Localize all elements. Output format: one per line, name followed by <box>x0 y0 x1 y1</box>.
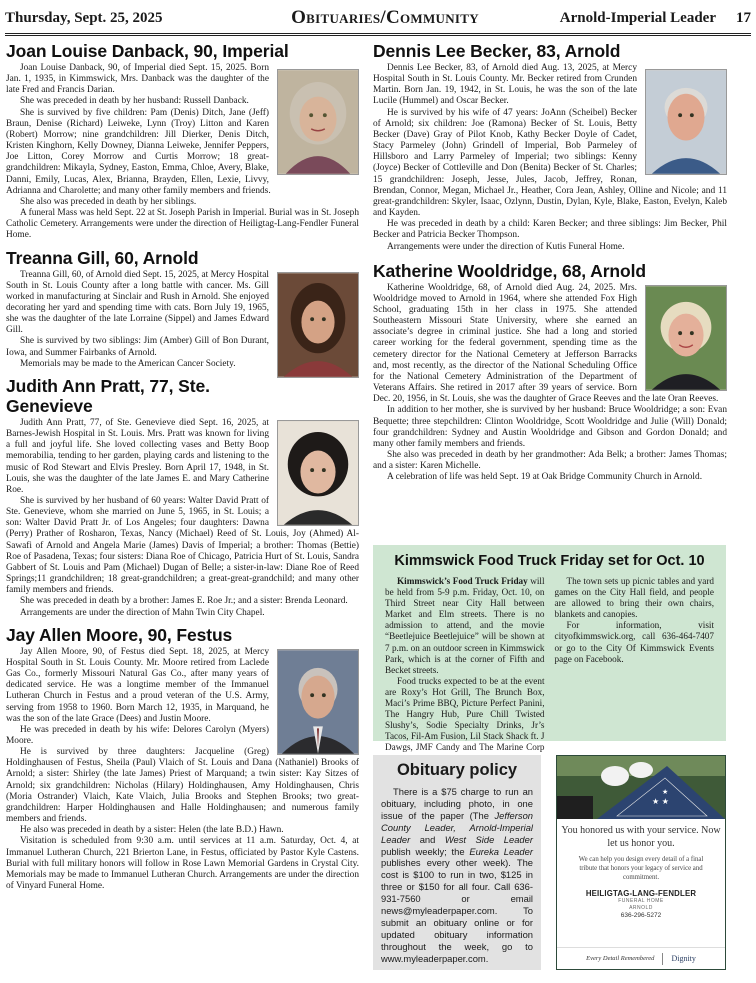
obituary-paragraph: Joan Louise Danback, 90, of Imperial died Sept. 15, 2025. Born Jan. 1, 1935, in Kimmswick, Mrs. Danback was the daughter of the late Fred and Francis Darian. <box>6 63 269 96</box>
policy-text <box>381 786 533 965</box>
obituary-paragraph: She is survived by five children: Pam (Denis) Ditch, Jane (Jeff) Braun, Denise (Richard) Leiweke, Lynn (Troy) Litton and Karen (Robert) Morrow; nine grandchildren: Jill Dierker, Denis Ditch, Kristen Kinghorn, Kelly Downey, Dianna Leiweke, Jennifer Peppers, Joe Litton, Corey Morrow and Curtis Morrow; 18 great-grandchildren: Mikayla, Sydney, Easton, Emma, Chloe, Avery, Blake, Danni, Emily, Lucas, Alex, Brianna, Brayden, Ellen, Lexie, Livvy, Adrianna and Charolette; and many other family members and friends. <box>6 107 271 196</box>
header-rule <box>5 33 751 34</box>
policy-paper-eureka: Eureka Leader <box>469 845 533 857</box>
portrait-photo <box>277 420 359 526</box>
obituary-paragraph: He is survived by three daughters: Jacqueline (Greg) Holdinghausen of Festus, Sheila (Paul) Vlaich of St. Louis and Dana (Nathaniel) Brooks of Arnold; a sister: Shirley (the late James) Priest of Marquand; a twin sister: Kay Sitzes of Arnold; six grandchildren: Nicholas (Hilary) Holdinghausen, Amy Holdinghausen, Chris (Moria Ostrander) Vlaich, Kate Vlaich, Julia Brooks and Stephen Brooks; two great-grandchildren: Harper Holdinghausen and Halle Holdinghausen; and numerous family members and friends. <box>6 747 359 825</box>
obituary-paragraph: A celebration of life was held Sept. 19 at Oak Bridge Community Church in Arnold. <box>387 472 703 483</box>
obituary-paragraph: Katherine Wooldridge, 68, of Arnold died Aug. 24, 2025. Mrs. Wooldridge moved to Arnold in 1964, where she attended Fox High School, graduating 15th in her class in 1975. She attended Southeastern Missouri State University, where she earned an associate’s degree in criminal justice. She had a long and storied career working for the federal government, spending time as the cemetery director for the National Cemetery at Jefferson Barracks and, most recently, as the director of the National Scheduling Office for the National Cemetery Administration of the Department of Veterans Affairs. She retired in 2017 after 39 years of service. Born Dec. 20, 1956, in St. Louis, she was the daughter of Grace Reeves and the late Oran Reeves. <box>373 282 719 405</box>
ad-footer-divider <box>662 953 663 965</box>
folded-flag-photo <box>557 756 725 819</box>
ad-subtext: We can help you design every detail of a final tribute that honors your legacy of service and commitment. <box>578 856 704 881</box>
issue-date: Thursday, Sept. 25, 2025 <box>5 10 163 26</box>
food-truck-paragraph <box>385 576 545 676</box>
obituary-headline: Katherine Wooldridge, 68, Arnold <box>373 260 646 281</box>
funeral-home-location: ARNOLD <box>629 905 653 911</box>
policy-headline: Obituary policy <box>396 761 518 779</box>
obituary-paragraph: A funeral Mass was held Sept. 22 at St. Joseph Parish in Imperial. Burial was in St. Joseph Catholic Cemetery. Arrangements were under the direction of Heiligtag-Lang-Fendler Funeral Home. <box>6 208 359 241</box>
ad-footer <box>557 947 725 969</box>
paper-name: Arnold-Imperial Leader <box>559 10 716 26</box>
page-header <box>5 8 751 32</box>
obituary-paragraph: In addition to her mother, she is survived by her husband: Bruce Wooldridge; a son: Evan Bequette; three stepchildren: Clinton Wooldridge, Scott Wooldridge and Julie (Will) Donald; four grandchildren: Sydney and Austin Wooldridge and Gibson and Gordon Donald; and many other family members and friends. <box>373 405 727 449</box>
ad-headline: You honored us with your service. Now let us honor you. <box>561 825 721 849</box>
svg-text:★: ★ <box>662 788 669 796</box>
obituary-headline: Jay Allen Moore, 90, Festus <box>6 624 233 645</box>
food-truck-lead: Kimmswick’s Food Truck Friday <box>397 576 528 586</box>
obituary-paragraph: She was preceded in death by her husband: Russell Danback. <box>20 96 249 107</box>
food-truck-paragraph: Food trucks expected to be at the event are Roxy’s Hot Grill, The Brunch Box, Maci’s Prime BBQ, Picture Perfect Panini, The Hangry Hub, Pure Chill Twisted Slushy’s, Sodie Specialty Drinks, Jr’s Tacos, Fil-Am Fusion, Lil Stack Shack ft. J Dawgs, JMF Candy and The Marine Corp <box>385 675 545 753</box>
section-title: Obituaries/Community <box>291 7 479 28</box>
obituary-paragraph: She also was preceded in death by her grandmother: Ada Belk; a brother: James Thomas; and a sister: Karen Michelle. <box>373 450 727 472</box>
obituary-paragraph: He also was preceded in death by a sister: Helen (the late B.D.) Hawn. <box>20 825 284 836</box>
obituary-paragraph: Dennis Lee Becker, 83, of Arnold died Aug. 13, 2025, at Mercy Hospital South in St. Louis County. Mr. Becker retired from Crunden Martin. Born Jan. 19, 1942, in St. Louis, he was the son of the late Lucile (Hummel) and Oscar Becker. <box>373 63 637 107</box>
funeral-home-logo <box>557 889 725 919</box>
obituary-jay-moore <box>6 625 359 892</box>
obituary-paragraph: He was preceded in death by a child: Karen Becker; and three siblings: Jim Becker, Phil Becker and Patricia Becker Thompson. <box>373 219 727 241</box>
obituary-headline: Treanna Gill, 60, Arnold <box>6 247 199 268</box>
obituary-joan-danback <box>6 41 359 242</box>
portrait-photo <box>645 69 727 175</box>
food-truck-headline: Kimmswick Food Truck Friday set for Oct. 10 <box>394 553 705 569</box>
obituary-policy-box <box>373 755 541 970</box>
funeral-home-advertisement[interactable] <box>556 755 726 970</box>
funeral-home-phone: 636-296-5272 <box>620 912 662 919</box>
obituary-paragraph: Judith Ann Pratt, 77, of Ste. Genevieve died Sept. 16, 2025, at Barnes-Jewish Hospital in St. Louis. Mrs. Pratt was known for living a full and joyful life. She loved collecting vases and Betty Boop memorabilia, tending to her garden, playing cards and listening to the music of Rod Stewart and Elvis Presley. Born April 17, 1948, in St. Louis, she was the daughter of the late James E. and Mary Catherine Roe. <box>6 417 269 495</box>
food-truck-paragraph: The town sets up picnic tables and yard games on the City Hall field, and people are allowed to bring their own chairs, blankets and canopies. <box>554 576 714 620</box>
portrait-photo <box>277 69 359 175</box>
policy-paper-westside: West Side Leader <box>444 833 533 845</box>
obituary-paragraph: He is survived by his wife of 47 years: JoAnn (Scheibel) Becker of Arnold; six children: Joe (Ramona) Becker of St. Louis, Betty Becker (Dave) Gray of Pilot Knob, Kathy Becker Doyle of Cadet, Stacy Parmeley (John) Grindell of Imperial, Bob Parmeley of Hillsboro and Larry Parmeley of Imperial; two siblings: Kenny (Joyce) Becker of Cottleville and Don (Benita) Becker of St. Charles; 15 grandchildren: Joseph, Jesse, Jules, Jacob, Jeffrey, Ronan, Brendan, Connor, Megan, Michael Jr., Heather, Cora Jean, Ashley, Olline and Nicole; and 11 great-grandchildren: Skyler, Isaac, Ozlynn, Dustin, Dylan, Kyle, Blake, Easton, Evelyn, Kaleb and Kayden. <box>373 107 727 219</box>
food-truck-article <box>373 545 726 753</box>
funeral-home-label: FUNERAL HOME <box>618 898 664 904</box>
policy-text-c: publish weekly; the <box>381 845 470 857</box>
portrait-photo <box>277 272 359 378</box>
obituary-paragraph: She is survived by her husband of 60 years: Walter David Pratt of Ste. Genevieve, whom she married on June 5, 1965, in St. Louis; a son: Walter David Pratt Jr. of Los Angeles; four daughters: Dawna (Perry) Prather of Rosharon, Texas, Nancy (Michael) Reed of St. Louis, Joy (Ahmed) Al-Sawafi of Arnold and Angela Marie (James) Davis of Imperial; a brother: Thomas (Bettie) Roe of Pasadena, Texas; four sisters: Diana Roe of Chicago, Patricia Hurt of St. Louis, Sandra Gabbert of St. Louis and Pam (Michael) Dugan of Belle; a sister-in-law: Diane Roe of Reed Springs;11 grandchildren; 18 great-grandchildren; a great-great-grandchild; and many other family members and friends. <box>6 496 359 596</box>
dignity-brand-logo: Dignity <box>671 954 696 963</box>
obituary-headline: Judith Ann Pratt, 77, Ste. Genevieve <box>6 375 210 416</box>
policy-paper-names: Jefferson County Leader, Arnold-Imperial Leader <box>381 809 533 845</box>
obituary-paragraph: Memorials may be made to the American Cancer Society. <box>20 358 236 369</box>
header-rule-thin <box>5 35 751 36</box>
obituary-paragraph: Arrangements are under the direction of Mahn Twin City Chapel. <box>20 607 265 618</box>
policy-text-a: There is a $75 charge to run an obituary, including photo, in one issue of the paper (The <box>381 786 533 821</box>
svg-text:★ ★: ★ ★ <box>652 797 669 806</box>
policy-text-b: and <box>410 833 445 845</box>
obituary-paragraph: She also was preceded in death by her siblings. <box>20 196 197 207</box>
obituary-paragraph: She was preceded in death by a brother: James E. Roe Jr.; and a sister: Brenda Leonard. <box>20 596 348 607</box>
food-truck-column-2 <box>555 576 715 765</box>
portrait-photo <box>277 649 359 755</box>
obituary-paragraph: Treanna Gill, 60, of Arnold died Sept. 15, 2025, at Mercy Hospital South in St. Louis County after a long battle with cancer. Ms. Gill worked in manufacturing at Sinclair and Rush in Arnold. She enjoyed decorating her yard and spending time with cats. Born July 19, 1965, she was the daughter of the late Lorraine (Sippel) and James Edward Gill. <box>6 269 269 336</box>
obituary-paragraph: She is survived by two siblings: Jim (Amber) Gill of Bon Durant, Iowa, and Summer Fairbanks of Arnold. <box>6 336 269 358</box>
obituary-paragraph: Arrangements were under the direction of Kutis Funeral Home. <box>387 241 625 252</box>
page-number: 17 <box>736 10 751 26</box>
obituary-katherine-wooldridge <box>373 261 727 484</box>
obituary-treanna-gill <box>6 248 359 370</box>
obituary-paragraph: Jay Allen Moore, 90, of Festus died Sept. 18, 2025, at Mercy Hospital South in St. Louis County. Mr. Moore retired from Laclede Gas Co., formerly Missouri Natural Gas Co., after many years of dedicated service. He was a longtime member of the Immanuel Lutheran Church in Festus and a proud veteran of the U.S. Army, serving from 1958 to 1960. Born March 12, 1935, in Marquand, he was the son of the late Grace (Dees) and Justin Moore. <box>6 646 269 724</box>
obituary-paragraph: Visitation is scheduled from 9:30 a.m. until services at 11 a.m. Saturday, Oct. 4, at Immanuel Lutheran Church, 221 Brierton Lane, in Festus, officiated by Pastor Kyle Castens. Burial with full military honors will follow in Rose Lawn Memorial Gardens in Crystal City. Memorials may be made to Immanuel Lutheran Church. Arrangements are under the direction of Vinyard Funeral Home. <box>6 836 359 891</box>
food-truck-column-1 <box>385 576 545 765</box>
policy-text-d: publishes every other week). The cost is $100 to run in two, $125 in three or $150 for all four. Call 636-931-7560 or email news@myleaderpaper.com. To submit an obituary online or for updated obituary information throughout the week, go to www.myleaderpaper.com. <box>381 857 533 964</box>
obituary-dennis-becker <box>373 41 727 253</box>
ad-tagline: Every Detail Remembered <box>586 955 655 962</box>
paper-name-and-page <box>560 10 751 27</box>
funeral-home-name: HEILIGTAG-LANG-FENDLER <box>585 889 697 898</box>
obituary-paragraph: He was preceded in death by his wife: Delores Carolyn (Myers) Moore. <box>6 724 269 746</box>
left-column <box>6 41 359 898</box>
food-truck-paragraph: For information, visit cityofkimmswick.org, call 636-464-7407 or go to the City Of Kimmswick Events page on Facebook. <box>554 620 714 664</box>
portrait-photo <box>645 285 727 391</box>
food-truck-columns <box>385 576 714 765</box>
obituary-headline: Joan Louise Danback, 90, Imperial <box>6 41 289 61</box>
obituary-headline: Dennis Lee Becker, 83, Arnold <box>373 41 621 61</box>
right-column <box>373 41 727 489</box>
food-truck-lead-rest: will be held from 5-9 p.m. Friday, Oct. 10, on Third Street near City Hall between Market and Elm streets. There is no admission to attend, and the movie “Beetlejuice Beetlejuice” will be shown at 7 p.m. on an outdoor screen in Kimmswick Park, which is at the corner of Fifth and Becket streets. <box>385 576 545 675</box>
obituary-judith-pratt <box>6 376 359 619</box>
